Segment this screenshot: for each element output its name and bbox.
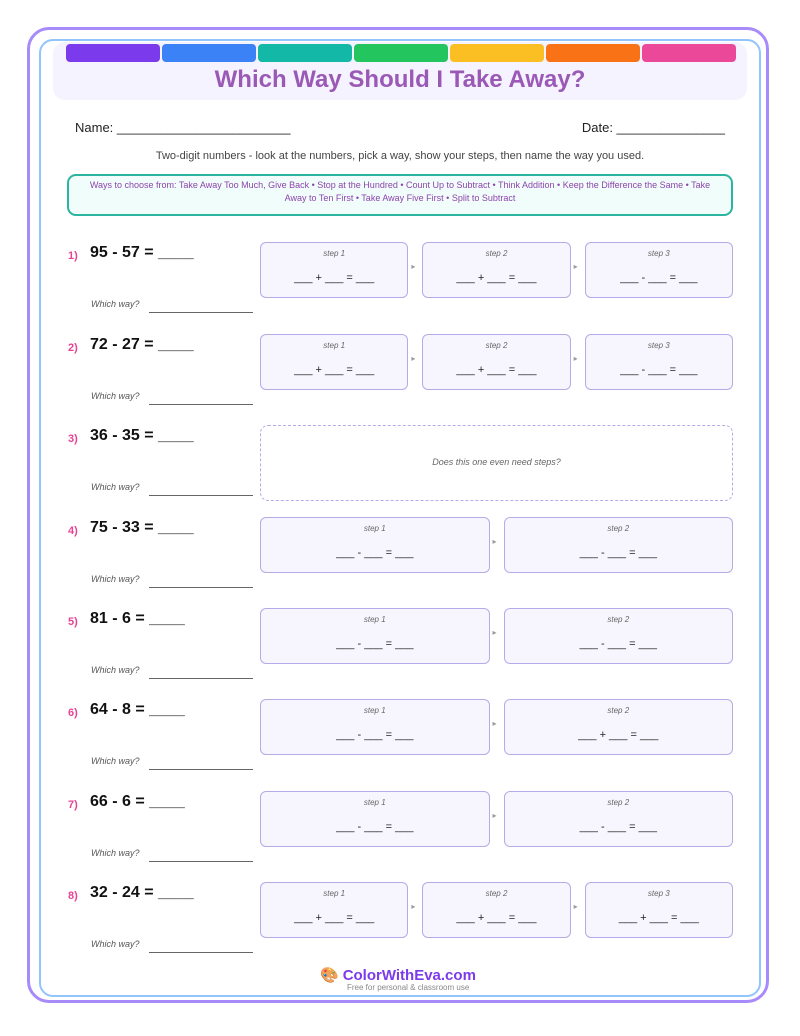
arrow-icon: ▸ — [411, 262, 416, 271]
step-box[interactable] — [585, 242, 733, 298]
step-box[interactable] — [504, 791, 734, 847]
step-equation: ___ - ___ = ___ — [579, 547, 657, 559]
arrow-icon: ▸ — [573, 354, 578, 363]
which-way-label: Which way? — [91, 848, 140, 858]
step-equation: ___ + ___ = ___ — [294, 272, 375, 284]
problem-expression: 72 - 27 = ____ — [90, 336, 194, 353]
page-title: Which Way Should I Take Away? — [214, 66, 586, 93]
which-way-answer-line[interactable] — [149, 312, 253, 313]
step-label: step 2 — [607, 615, 630, 624]
problem-expression: 32 - 24 = ____ — [90, 884, 194, 901]
ways-box: Ways to choose from: Take Away Too Much, Give Back • Stop at the Hundred • Count Up to Subtract • Think Addition • Keep the Difference the Same • Take Away to Ten First • Take Away Five First • Split to Subtract — [67, 174, 733, 216]
step-box[interactable] — [422, 242, 570, 298]
step-label: step 1 — [363, 798, 386, 807]
step-equation: ___ + ___ = ___ — [456, 912, 537, 924]
which-way-label: Which way? — [91, 299, 140, 309]
step-equation: ___ + ___ = ___ — [294, 912, 375, 924]
step-box[interactable] — [422, 882, 570, 938]
arrow-icon: ▸ — [411, 354, 416, 363]
which-way-label: Which way? — [91, 939, 140, 949]
step-label: step 1 — [363, 706, 386, 715]
problem-number: 5) — [68, 616, 78, 628]
step-label: step 2 — [607, 706, 630, 715]
color-stripe — [162, 44, 256, 62]
problem-expression: 36 - 35 = ____ — [90, 427, 194, 444]
step-box[interactable] — [504, 517, 734, 573]
step-box[interactable] — [260, 334, 408, 390]
step-equation: ___ - ___ = ___ — [336, 821, 414, 833]
step-box[interactable] — [260, 791, 490, 847]
which-way-answer-line[interactable] — [149, 495, 253, 496]
step-equation: ___ - ___ = ___ — [336, 638, 414, 650]
step-box[interactable] — [260, 882, 408, 938]
arrow-icon: ▸ — [492, 811, 497, 820]
problem-expression: 66 - 6 = ____ — [90, 793, 185, 810]
step-label: step 1 — [363, 524, 386, 533]
problem-expression: 95 - 57 = ____ — [90, 244, 194, 261]
step-label: step 2 — [607, 524, 630, 533]
which-way-answer-line[interactable] — [149, 587, 253, 588]
color-stripe — [546, 44, 640, 62]
step-equation: ___ + ___ = ___ — [618, 912, 699, 924]
problem-number: 2) — [68, 342, 78, 354]
color-stripe — [642, 44, 736, 62]
which-way-answer-line[interactable] — [149, 678, 253, 679]
problem-row — [0, 515, 800, 595]
which-way-label: Which way? — [91, 574, 140, 584]
which-way-label: Which way? — [91, 391, 140, 401]
step-equation: ___ - ___ = ___ — [579, 821, 657, 833]
step-label: step 1 — [323, 249, 346, 258]
arrow-icon: ▸ — [492, 628, 497, 637]
step-label: step 1 — [323, 341, 346, 350]
step-box[interactable] — [260, 608, 490, 664]
step-box[interactable] — [504, 608, 734, 664]
footer-logo — [320, 966, 476, 984]
date-field: Date: _______________ — [581, 120, 725, 135]
no-steps-box — [260, 425, 733, 501]
name-field: Name: ________________________ — [75, 120, 291, 135]
color-stripe — [450, 44, 544, 62]
color-stripe — [258, 44, 352, 62]
footer-subtitle: Free for personal & classroom use — [347, 983, 470, 992]
step-box[interactable] — [260, 517, 490, 573]
step-equation: ___ - ___ = ___ — [336, 729, 414, 741]
problem-number: 6) — [68, 707, 78, 719]
step-equation: ___ + ___ = ___ — [456, 364, 537, 376]
step-label: step 3 — [647, 249, 670, 258]
problem-row — [0, 332, 800, 412]
step-box[interactable] — [585, 334, 733, 390]
problem-expression: 64 - 8 = ____ — [90, 701, 185, 718]
footer-brand: ColorWithEva.com — [342, 967, 476, 984]
step-label: step 3 — [647, 889, 670, 898]
problem-number: 8) — [68, 890, 78, 902]
problem-number: 3) — [68, 433, 78, 445]
arrow-icon: ▸ — [492, 537, 497, 546]
arrow-icon: ▸ — [411, 902, 416, 911]
problem-number: 1) — [68, 250, 78, 262]
instructions: Two-digit numbers - look at the numbers, pick a way, show your steps, then name the way you used. — [155, 150, 645, 162]
step-label: step 1 — [323, 889, 346, 898]
step-label: step 1 — [363, 615, 386, 624]
arrow-icon: ▸ — [573, 262, 578, 271]
problem-row — [0, 880, 800, 960]
step-equation: ___ + ___ = ___ — [578, 729, 659, 741]
palette-icon: 🎨 — [320, 967, 339, 984]
problem-row — [0, 697, 800, 777]
problem-expression: 81 - 6 = ____ — [90, 610, 185, 627]
arrow-icon: ▸ — [573, 902, 578, 911]
step-equation: ___ - ___ = ___ — [336, 547, 414, 559]
step-label: step 2 — [607, 798, 630, 807]
which-way-label: Which way? — [91, 665, 140, 675]
step-label: step 2 — [485, 889, 508, 898]
which-way-answer-line[interactable] — [149, 861, 253, 862]
step-equation: ___ + ___ = ___ — [456, 272, 537, 284]
color-stripe — [66, 44, 160, 62]
which-way-label: Which way? — [91, 756, 140, 766]
step-equation: ___ - ___ = ___ — [620, 364, 698, 376]
step-box[interactable] — [504, 699, 734, 755]
color-stripe — [354, 44, 448, 62]
step-label: step 3 — [647, 341, 670, 350]
step-box[interactable] — [260, 699, 490, 755]
step-equation: ___ + ___ = ___ — [294, 364, 375, 376]
which-way-answer-line[interactable] — [149, 769, 253, 770]
step-equation: ___ - ___ = ___ — [620, 272, 698, 284]
problem-number: 7) — [68, 799, 78, 811]
problem-row — [0, 606, 800, 686]
arrow-icon: ▸ — [492, 719, 497, 728]
step-box[interactable] — [585, 882, 733, 938]
step-label: step 2 — [485, 341, 508, 350]
problem-expression: 75 - 33 = ____ — [90, 519, 194, 536]
no-steps-text: Does this one even need steps? — [432, 457, 561, 467]
step-label: step 2 — [485, 249, 508, 258]
color-stripes — [66, 44, 736, 62]
step-box[interactable] — [422, 334, 570, 390]
step-box[interactable] — [260, 242, 408, 298]
problem-row — [0, 789, 800, 869]
which-way-answer-line[interactable] — [149, 952, 253, 953]
problem-number: 4) — [68, 525, 78, 537]
step-equation: ___ - ___ = ___ — [579, 638, 657, 650]
which-way-answer-line[interactable] — [149, 404, 253, 405]
problem-row — [0, 423, 800, 503]
problem-row — [0, 240, 800, 320]
which-way-label: Which way? — [91, 482, 140, 492]
